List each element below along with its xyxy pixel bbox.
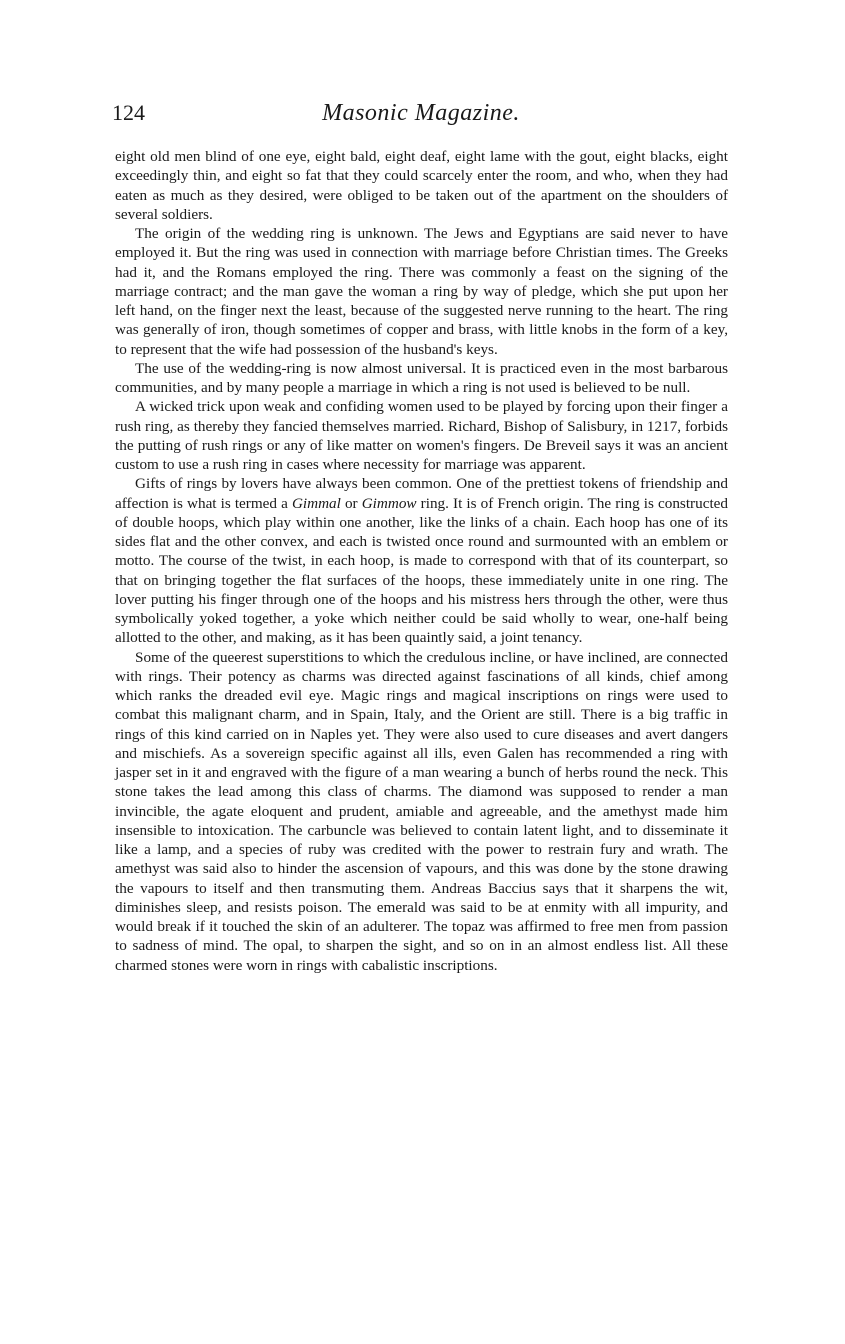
article-body	[115, 147, 728, 975]
page-number: 124	[112, 100, 145, 125]
paragraph-rush-ring: A wicked trick upon weak and confiding women used to be played by forcing upon their finger a rush ring, as thereby they fancied themselves married. Richard, Bishop of Salisbury, in 1217, forbids the putting of rush rings or any of like matter on women's fingers. De Breveil says it was an ancient custom to use a rush ring in cases where necessity for marriage was apparent.	[115, 398, 728, 473]
paragraph-superstitions: Some of the queerest superstitions to which the credulous incline, or have inclined, are connected with rings. Their potency as charms was directed against fascinations of all kinds, chief among which ranks the dreaded evil eye. Magic rings and magical inscriptions on rings were used to combat this malignant charm, and in Spain, Italy, and the Orient are still. There is a big traffic in rings of this kind carried on in Naples yet. They were also used to cure diseases and avert dangers and mischiefs. As a sovereign specific against all ills, even Galen has recommended a ring with jasper set in it and engraved with the figure of a man wearing a bunch of herbs round the neck. This stone takes the lead among this class of charms. The diamond was supposed to render a man invincible, the agate eloquent and prudent, amiable and agreeable, and the amethyst made him insensible to intoxication. The carbuncle was believed to contain latent light, and to disseminate it like a lamp, and a species of ruby was credited with the power to restrain fury and wrath. The amethyst was said also to hinder the ascension of vapours, and this was done by the stone drawing the vapours to itself and then transmuting them. Andreas Baccius says that it sharpens the wit, diminishes sleep, and resists poison. The emerald was said to be at enmity with all impurity, and would break if it touched the skin of an adulterer. The topaz was affirmed to free men from passion to sadness of mind. The opal, to sharpen the sight, and so on in an almost endless list. All these charmed stones were worn in rings with cabalistic inscriptions.	[115, 648, 728, 974]
paragraph-wedding-ring-use: The use of the wedding-ring is now almost universal. It is practiced even in the most barbarous communities, and by many people a marriage in which a ring is not used is believed to be null.	[115, 359, 728, 396]
page-header	[112, 100, 730, 136]
ring-name-italic: Gimmal	[291, 494, 341, 512]
ring-name-italic: Gimmow	[361, 494, 417, 512]
paragraph-continuation: eight old men blind of one eye, eight bald, eight deaf, eight lame with the gout, eight blacks, eight exceedingly thin, and eight so fat that they could scarcely enter the room, and who, when they had eaten as much as they desired, were obliged to be taken out of the apartment on the shoulders of several soldiers.	[115, 148, 728, 223]
paragraph-wedding-ring-origin: The origin of the wedding ring is unknown. The Jews and Egyptians are said never to have employed it. But the ring was used in connection with marriage before Christian times. The Greeks had it, and the Romans employed the ring. There was commonly a feast on the signing of the marriage contract; and the man gave the woman a ring by way of pledge, which she put upon her left hand, on the finger next the least, because of the suggested nerve running to the heart. The ring was generally of iron, though sometimes of copper and brass, with little knobs in the form of a key, to represent that the wife had possession of the husband's keys.	[115, 225, 728, 358]
running-title: Masonic Magazine.	[322, 100, 520, 126]
paragraph-gimmal-ring: Gifts of rings by lovers have always been common. One of the prettiest tokens of friendship and affection is what is termed a Gimmal or Gimmow ring. It is of French origin. The ring is constructed of double hoops, which play within one another, like the links of a chain. Each hoop has one of its sides flat and the other convex, and each is twisted once round and surmounted with an emblem or motto. The course of the twist, in each hoop, is made to correspond with that of its counterpart, so that on bringing together the flat surfaces of the hoops, these immediately unite in one ring. The lover putting his finger through one of the hoops and his mistress hers through the other, were thus symbolically yoked together, a yoke which neither could be said wholly to wear, one-half being allotted to the other, and making, as it has been quaintly said, a joint tenancy.	[115, 475, 728, 647]
